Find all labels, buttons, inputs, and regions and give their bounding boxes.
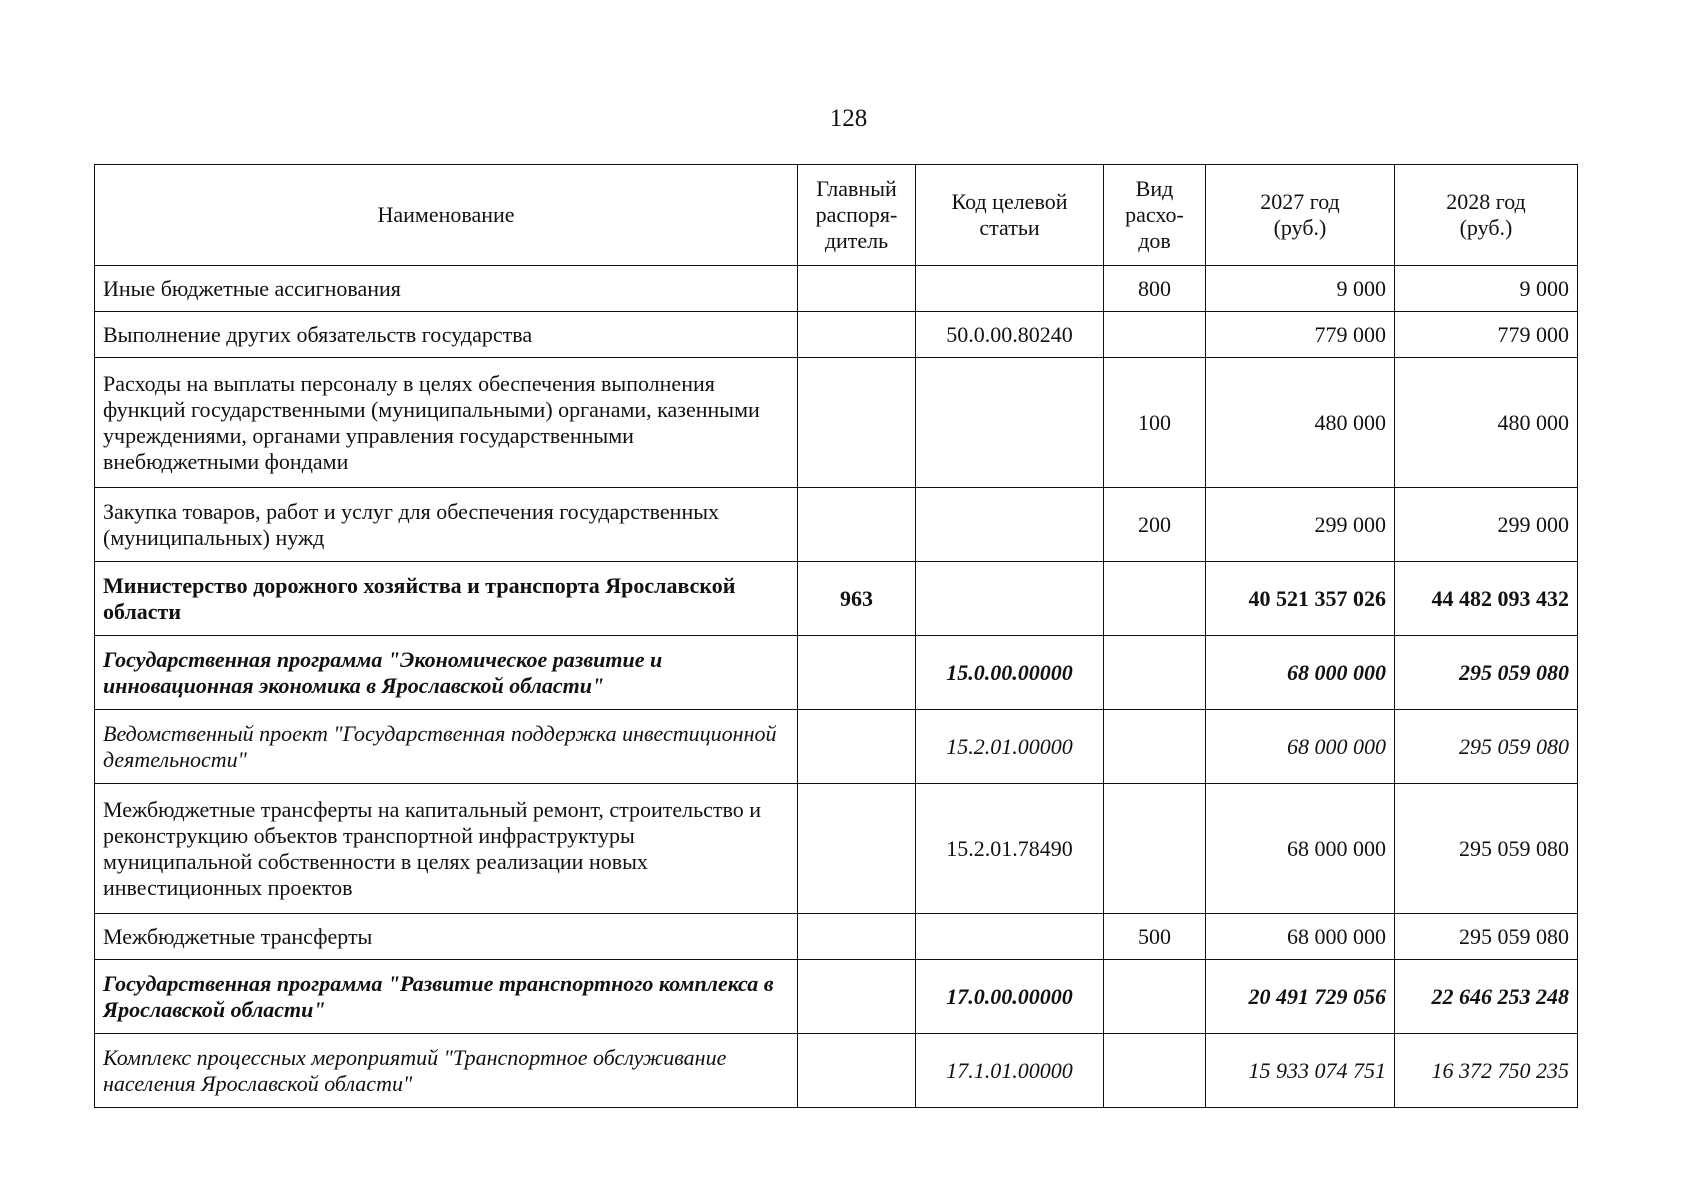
row-2027: 20 491 729 056	[1206, 960, 1395, 1034]
row-name: Иные бюджетные ассигнования	[95, 266, 798, 312]
row-type	[1104, 784, 1206, 914]
row-code: 17.0.00.00000	[916, 960, 1104, 1034]
table-row	[95, 358, 1578, 488]
row-2028: 16 372 750 235	[1395, 1034, 1578, 1108]
row-manager	[798, 358, 916, 488]
row-2027: 68 000 000	[1206, 636, 1395, 710]
row-name: Расходы на выплаты персоналу в целях обеспечения выполнения функций государственными (муниципальными) органами, казенными учреждениями, органами управления государственными внебюджетными фондами	[95, 358, 798, 488]
row-type: 200	[1104, 488, 1206, 562]
row-2028: 295 059 080	[1395, 914, 1578, 960]
table-row	[95, 488, 1578, 562]
budget-table	[94, 164, 1578, 1108]
row-manager	[798, 960, 916, 1034]
row-manager	[798, 266, 916, 312]
row-type: 500	[1104, 914, 1206, 960]
row-type: 800	[1104, 266, 1206, 312]
row-code: 15.2.01.00000	[916, 710, 1104, 784]
row-type	[1104, 710, 1206, 784]
row-code	[916, 266, 1104, 312]
row-code: 15.0.00.00000	[916, 636, 1104, 710]
header-code: Код целевой статьи	[916, 165, 1104, 266]
row-code: 17.1.01.00000	[916, 1034, 1104, 1108]
table-row	[95, 562, 1578, 636]
table-row	[95, 312, 1578, 358]
page-number: 128	[829, 105, 868, 132]
row-name: Комплекс процессных мероприятий "Транспортное обслуживание населения Ярославской области"	[95, 1034, 798, 1108]
table-row	[95, 266, 1578, 312]
row-type: 100	[1104, 358, 1206, 488]
row-2028: 295 059 080	[1395, 636, 1578, 710]
table-row	[95, 1034, 1578, 1108]
row-name: Межбюджетные трансферты	[95, 914, 798, 960]
row-2028: 299 000	[1395, 488, 1578, 562]
row-manager	[798, 488, 916, 562]
row-2028: 480 000	[1395, 358, 1578, 488]
row-code: 15.2.01.78490	[916, 784, 1104, 914]
row-2028: 9 000	[1395, 266, 1578, 312]
row-code: 50.0.00.80240	[916, 312, 1104, 358]
row-manager	[798, 710, 916, 784]
row-type	[1104, 312, 1206, 358]
row-2028: 779 000	[1395, 312, 1578, 358]
row-manager	[798, 312, 916, 358]
header-2027: 2027 год (руб.)	[1206, 165, 1395, 266]
row-2027: 9 000	[1206, 266, 1395, 312]
header-2028: 2028 год (руб.)	[1395, 165, 1578, 266]
row-2028: 295 059 080	[1395, 784, 1578, 914]
row-2028: 44 482 093 432	[1395, 562, 1578, 636]
row-type	[1104, 1034, 1206, 1108]
row-2027: 68 000 000	[1206, 784, 1395, 914]
row-2028: 22 646 253 248	[1395, 960, 1578, 1034]
row-2027: 299 000	[1206, 488, 1395, 562]
row-code	[916, 358, 1104, 488]
row-manager	[798, 784, 916, 914]
row-name: Межбюджетные трансферты на капитальный ремонт, строительство и реконструкцию объектов транспортной инфраструктуры муниципальной собственности в целях реализации новых инвестиционных проектов	[95, 784, 798, 914]
row-code	[916, 488, 1104, 562]
row-2027: 15 933 074 751	[1206, 1034, 1395, 1108]
row-manager: 963	[798, 562, 916, 636]
row-code	[916, 562, 1104, 636]
row-2027: 68 000 000	[1206, 914, 1395, 960]
row-name: Закупка товаров, работ и услуг для обеспечения государственных (муниципальных) нужд	[95, 488, 798, 562]
table-row	[95, 960, 1578, 1034]
row-manager	[798, 1034, 916, 1108]
row-2027: 68 000 000	[1206, 710, 1395, 784]
row-2027: 480 000	[1206, 358, 1395, 488]
row-manager	[798, 914, 916, 960]
row-2027: 40 521 357 026	[1206, 562, 1395, 636]
table-row	[95, 710, 1578, 784]
row-code	[916, 914, 1104, 960]
table-row	[95, 914, 1578, 960]
row-manager	[798, 636, 916, 710]
row-name: Ведомственный проект "Государственная поддержка инвестиционной деятельности"	[95, 710, 798, 784]
row-name: Государственная программа "Экономическое развитие и инновационная экономика в Ярославской области"	[95, 636, 798, 710]
header-type: Вид расхо- дов	[1104, 165, 1206, 266]
row-name: Государственная программа "Развитие транспортного комплекса в Ярославской области"	[95, 960, 798, 1034]
table-row	[95, 784, 1578, 914]
row-type	[1104, 960, 1206, 1034]
row-name: Выполнение других обязательств государства	[95, 312, 798, 358]
header-manager: Главный распоря- дитель	[798, 165, 916, 266]
row-type	[1104, 636, 1206, 710]
table-row	[95, 636, 1578, 710]
row-name: Министерство дорожного хозяйства и транспорта Ярославской области	[95, 562, 798, 636]
row-type	[1104, 562, 1206, 636]
table-header-row	[95, 165, 1578, 266]
header-name: Наименование	[95, 165, 798, 266]
row-2028: 295 059 080	[1395, 710, 1578, 784]
row-2027: 779 000	[1206, 312, 1395, 358]
